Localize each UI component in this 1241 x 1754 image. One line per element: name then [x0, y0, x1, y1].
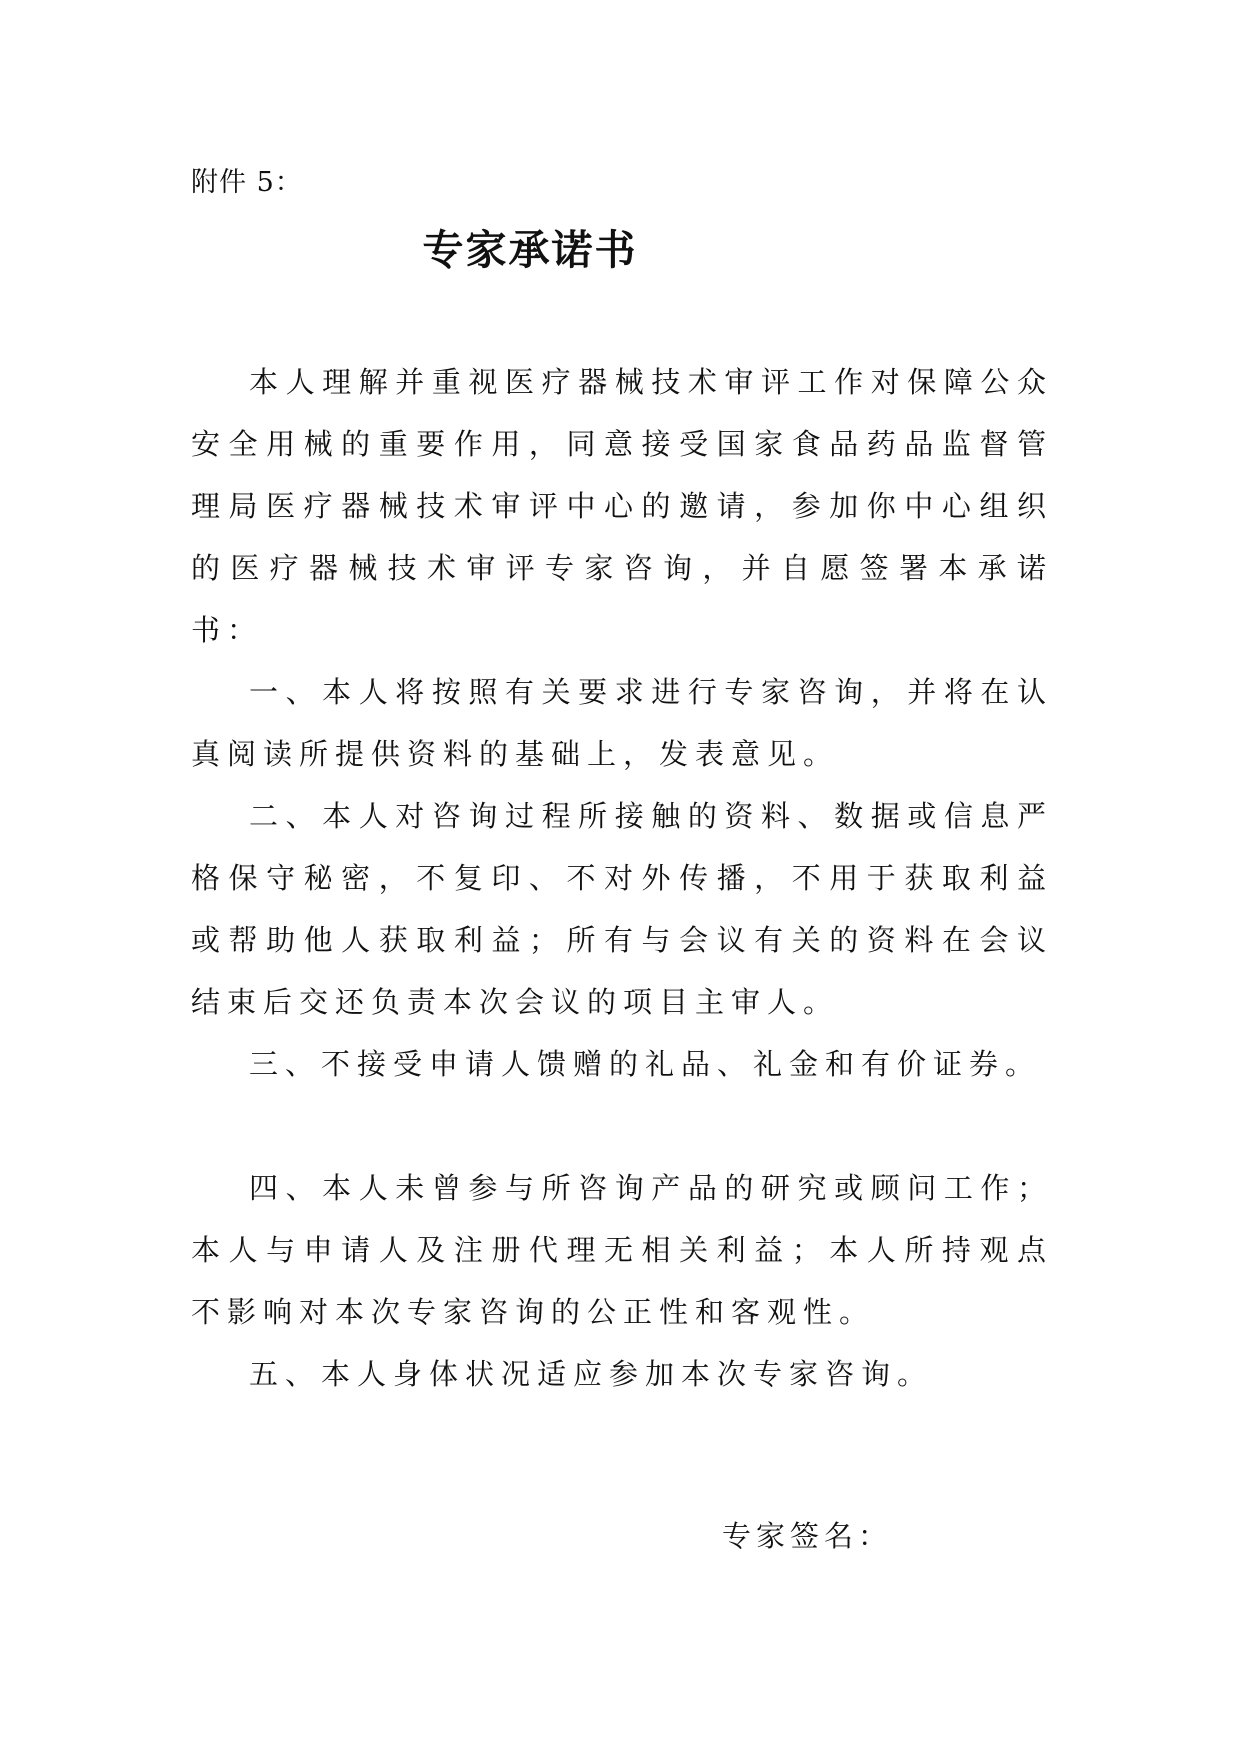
commitment-item: 四、本人未曾参与所咨询产品的研究或顾问工作；本人与申请人及注册代理无相关利益；本人所持观点不影响对本次专家咨询的公正性和客观性。	[191, 1171, 1053, 1329]
commitment-item: 三、不接受申请人馈赠的礼品、礼金和有价证券。	[249, 1047, 1042, 1081]
document-title: 专家承诺书	[422, 226, 638, 274]
commitment-item: 二、本人对咨询过程所接触的资料、数据或信息严格保守秘密，不复印、不对外传播，不用于获取利益或帮助他人获取利益；所有与会议有关的资料在会议结束后交还负责本次会议的项目主审人。	[191, 799, 1053, 1019]
signature-label: 专家签名：	[722, 1519, 893, 1553]
attachment-label: 附件 5：	[191, 167, 303, 198]
intro-paragraph: 本人理解并重视医疗器械技术审评工作对保障公众安全用械的重要作用，同意接受国家食品药品监督管理局医疗器械技术审评中心的邀请，参加你中心组织的医疗器械技术审评专家咨询，并自愿签署本承诺书：	[191, 365, 1053, 647]
commitment-item: 五、本人身体状况适应参加本次专家咨询。	[249, 1357, 934, 1391]
commitment-item: 一、本人将按照有关要求进行专家咨询，并将在认真阅读所提供资料的基础上，发表意见。	[191, 675, 1053, 771]
document-body	[191, 351, 1053, 1405]
